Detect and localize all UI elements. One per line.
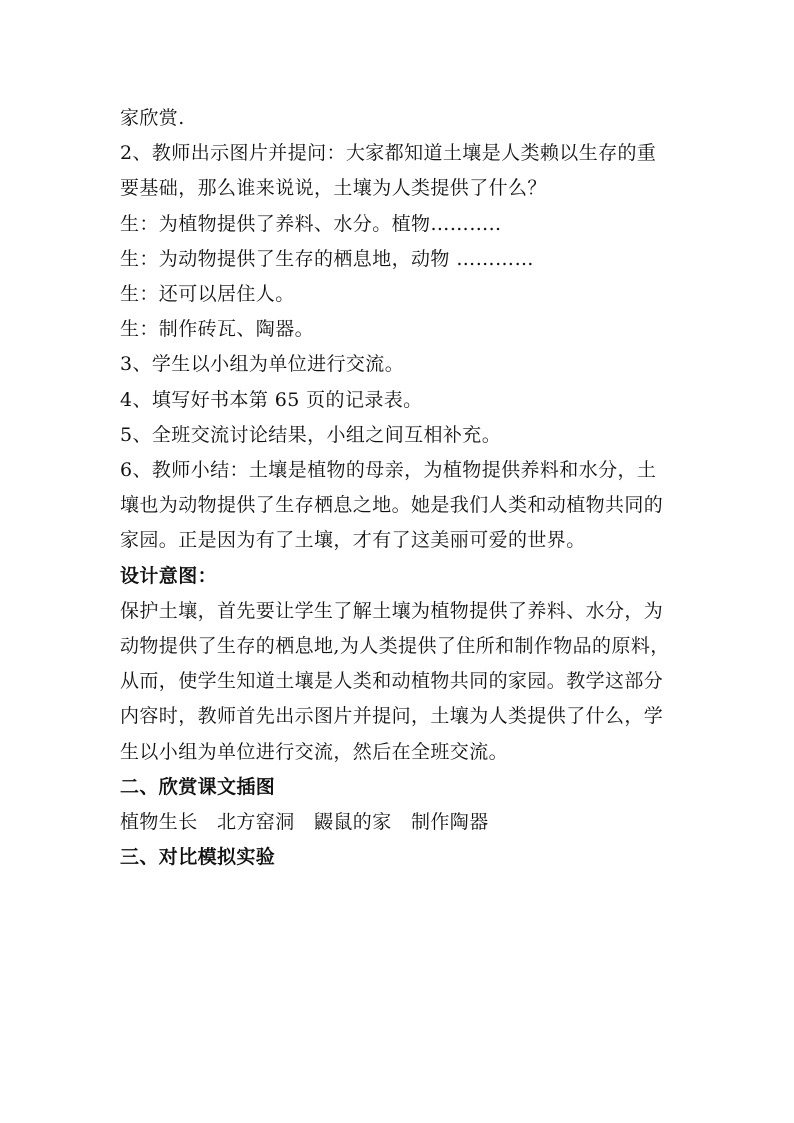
text-line-9: 4、填写好书本第 65 页的记录表。 (120, 388, 423, 411)
document-page (120, 101, 680, 875)
text-line-18: 内容时，教师首先出示图片并提问，土壤为人类提供了什么，学 (120, 705, 664, 728)
text-line-21: 植物生长 北方窑洞 鼹鼠的家 制作陶器 (120, 811, 489, 834)
text-line-19: 生以小组为单位进行交流，然后在全班交流。 (120, 740, 509, 763)
section-heading-3: 三、对比模拟实验 (120, 846, 276, 869)
text-line-3: 要基础，那么谁来说说，土壤为人类提供了什么？ (120, 177, 547, 200)
text-line-4: 生：为植物提供了养料、水分。植物……….. (120, 212, 502, 235)
text-line-7: 生：制作砖瓦、陶器。 (120, 318, 315, 341)
section-heading-2: 二、欣赏课文插图 (120, 775, 276, 798)
text-line-16: 动物提供了生存的栖息地,为人类提供了住所和制作物品的原料， (120, 635, 670, 658)
text-line-17: 从而，使学生知道土壤是人类和动植物共同的家园。教学这部分 (120, 670, 664, 693)
text-line-8: 3、学生以小组为单位进行交流。 (120, 353, 405, 376)
text-line-15: 保护土壤，首先要让学生了解土壤为植物提供了养料、水分，为 (120, 599, 664, 622)
text-line-5: 生：为动物提供了生存的栖息地，动物 ………… (120, 247, 534, 270)
text-line-2: 2、教师出示图片并提问：大家都知道土壤是人类赖以生存的重 (120, 142, 657, 165)
text-line-6: 生：还可以居住人。 (120, 283, 295, 306)
text-line-11: 6、教师小结：土壤是植物的母亲，为植物提供养料和水分，土 (120, 459, 657, 482)
text-line-12: 壤也为动物提供了生存栖息之地。她是我们人类和动植物共同的 (120, 494, 664, 517)
section-heading-design-intent: 设计意图： (120, 564, 218, 587)
text-line-10: 5、全班交流讨论结果，小组之间互相补充。 (120, 423, 502, 446)
text-line-1: 家欣赏. (120, 107, 185, 129)
text-line-13: 家园。正是因为有了土壤，才有了这美丽可爱的世界。 (120, 529, 586, 552)
